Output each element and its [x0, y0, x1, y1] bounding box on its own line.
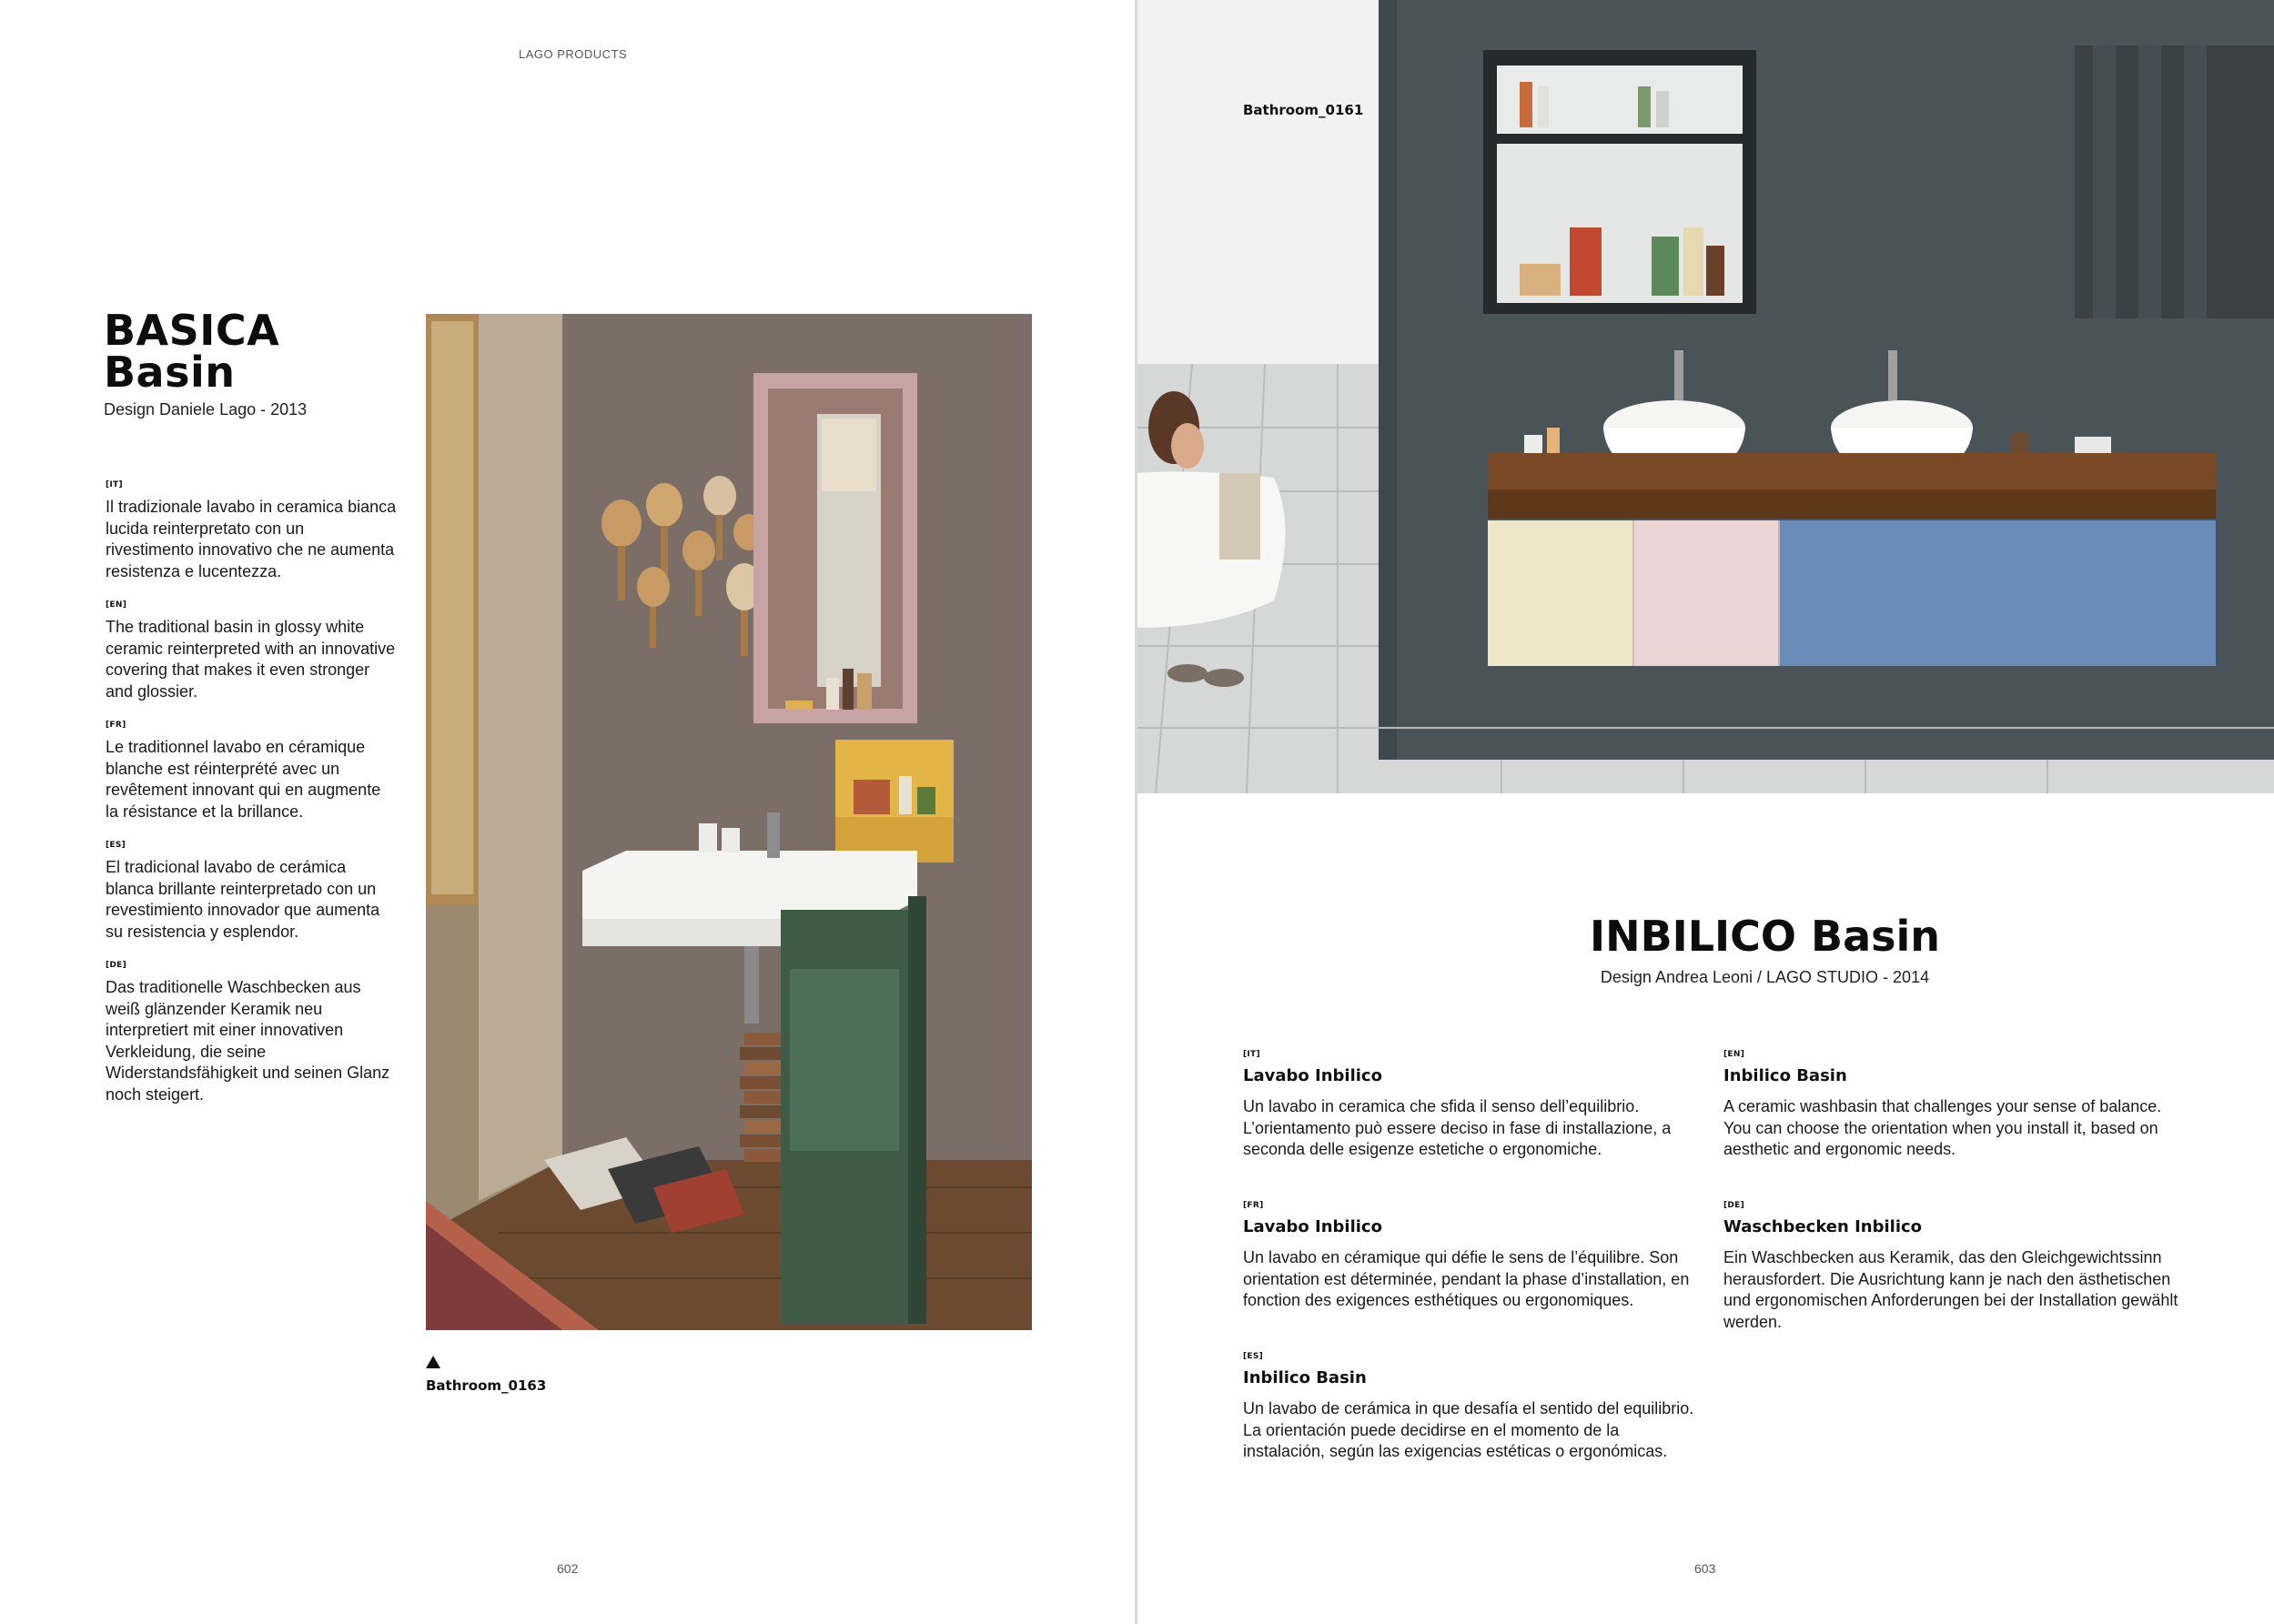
lang-tag: [ES]: [1243, 1352, 1264, 1361]
lang-tag: [IT]: [1243, 1050, 1260, 1059]
lang-text: Un lavabo de cerámica in que desafía el sentido del equilibrio. La orientación puede decidirse en el momento de la instalación, según las exigencias estéticas o ergonómicas.: [1243, 1399, 1694, 1460]
lang-block-fr: [106, 721, 397, 822]
lang-heading: Lavabo Inbilico: [1243, 1066, 1382, 1085]
basica-title-block: [104, 306, 308, 419]
lang-tag: [FR]: [1243, 1201, 1264, 1210]
lang-block-de: [106, 961, 397, 1105]
lang-text: Un lavabo in ceramica che sfida il senso dell’equilibrio. L’orientamento può essere deciso in fase di installazione, a seconda delle esigenze estetiche o ergonomiche.: [1243, 1097, 1672, 1158]
lang-heading: Waschbecken Inbilico: [1723, 1217, 1923, 1236]
product-title-line2: Basin: [104, 348, 236, 397]
lang-text: Das traditionelle Waschbecken aus weiß glänzender Keramik neu interpretiert mit einer innovativen Verkleidung, die seine Widerstandsfähigkeit und seinen Glanz noch steigert.: [106, 978, 390, 1104]
photo-caption-left: [426, 1356, 546, 1394]
lang-heading: Inbilico Basin: [1243, 1368, 1367, 1387]
lang-block-es: [1243, 1352, 1698, 1463]
product-title-line1: BASICA: [104, 306, 280, 355]
lang-block-it: [106, 480, 397, 582]
lang-text: A ceramic washbasin that challenges your sense of balance. You can choose the orientation when you install it, based on aesthetic and ergonomic needs.: [1723, 1097, 2162, 1158]
bathroom-illustration: [426, 314, 1032, 1330]
lang-tag: [DE]: [106, 961, 127, 970]
right-page: [1137, 0, 2274, 1624]
lang-block-es: [106, 841, 397, 943]
bathroom-photo-inbilico: [1137, 0, 2274, 793]
lang-tag: [FR]: [106, 721, 126, 730]
triangle-up-icon: [426, 1356, 440, 1368]
lang-text: Il tradizionale lavabo in ceramica bianca lucida reinterpretato con un rivestimento innovativo che ne aumenta resistenza e lucentezza.: [106, 498, 397, 580]
lang-text: Le traditionnel lavabo en céramique blanche est réinterprété avec un revêtement innovant qui en augmente la résistance et la brillance.: [106, 738, 381, 821]
designer-credit: Design Daniele Lago - 2013: [104, 400, 308, 419]
photo-caption-text: Bathroom_0163: [426, 1377, 547, 1394]
language-descriptions: [106, 480, 397, 1124]
lang-text: Ein Waschbecken aus Keramik, das den Gleichgewichtssinn herausfordert. Die Ausrichtung kann je nach den ästhetischen und ergonomischen Anforderungen bei der Installation gewählt werden.: [1723, 1248, 2178, 1331]
lang-heading: Inbilico Basin: [1723, 1066, 1847, 1085]
designer-credit: Design Andrea Leoni / LAGO STUDIO - 2014: [1600, 968, 1930, 986]
lang-tag: [DE]: [1723, 1201, 1745, 1210]
running-head: LAGO PRODUCTS: [519, 47, 628, 61]
lang-tag: [EN]: [1723, 1050, 1745, 1059]
bathroom-illustration: [1137, 0, 2274, 793]
inbilico-title-block: [1137, 912, 2274, 987]
lang-tag: [ES]: [106, 841, 126, 850]
lang-text: The traditional basin in glossy white ceramic reinterpreted with an innovative covering that makes it even stronger and glossier.: [106, 618, 396, 701]
lang-block-de: [1723, 1201, 2178, 1333]
lang-text: Un lavabo en céramique qui défie le sens de l’équilibre. Son orientation est déterminée, pendant la phase d’installation, en fonction des exigences esthétiques ou ergonomiques.: [1243, 1248, 1690, 1309]
lang-block-fr: [1243, 1201, 1698, 1312]
page-number: 603: [1694, 1561, 1716, 1576]
page-number: 602: [557, 1561, 579, 1576]
bathroom-photo-basica: [426, 314, 1032, 1330]
lang-tag: [IT]: [106, 480, 123, 489]
lang-tag: [EN]: [106, 600, 127, 610]
lang-block-en: [106, 600, 397, 702]
lang-heading: Lavabo Inbilico: [1243, 1217, 1382, 1236]
photo-caption-right: Bathroom_0161: [1243, 102, 1364, 118]
lang-block-it: [1243, 1050, 1698, 1161]
lang-block-en: [1723, 1050, 2178, 1161]
lang-text: El tradicional lavabo de cerámica blanca brillante reinterpretado con un revestimiento innovador que aumenta su resistencia y esplendor.: [106, 858, 380, 941]
product-title: INBILICO Basin: [1589, 912, 1941, 961]
left-page: [0, 0, 1136, 1624]
